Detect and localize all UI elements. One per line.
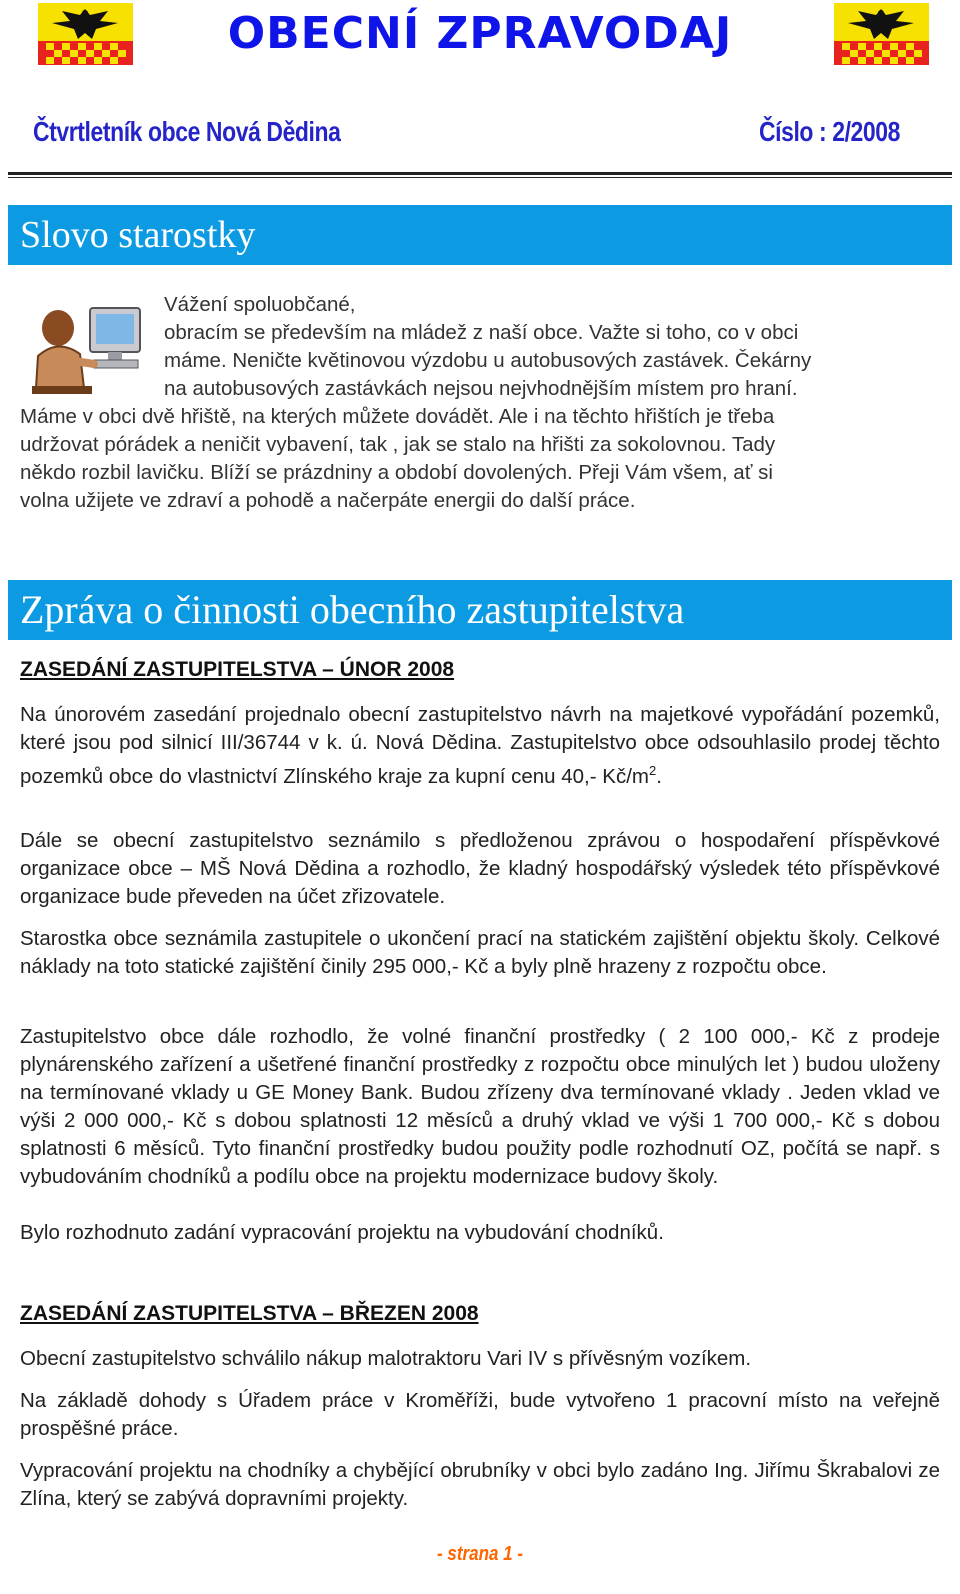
section-heading-council: Zpráva o činnosti obecního zastupitelstva (8, 580, 952, 640)
body-line: někdo rozbil lavičku. Blíží se prázdniny a období dovolených. Přeji Vám všem, ať si (20, 461, 773, 484)
page-number: - strana 1 - (437, 1543, 523, 1565)
body-line: Máme v obci dvě hřiště, na kterých můžete dovádět. Ale i na těchto hřištích je třeba (20, 405, 775, 428)
subheading-march: ZASEDÁNÍ ZASTUPITELSTVA – BŘEZEN 2008 (20, 1302, 479, 1325)
header-rule (8, 172, 952, 175)
superscript: 2 (648, 763, 657, 778)
paragraph-4: Zastupitelstvo obce dále rozhodlo, že volné finanční prostředky ( 2 100 000,- Kč z prodeje plynárenského zařízení a ušetřené finanční prostředky z rozpočtu obce minulých let ) budou uloženy na termínované vklady u GE Money Bank. Budou zřízeny dva termínované vklady . Jeden vklad ve výši 2 000 000,- Kč s dobou splatnosti 12 měsíců a druhý vklad ve výši 1 700 000,- Kč s dobou splatnosti 6 měsíců. Tyto finanční prostředky budou použity podle rozhodnutí OZ, počítá se např. s vybudováním chodníků a podílu obce na projektu modernizace budovy školy. (20, 1025, 940, 1188)
paragraph-4b: Bylo rozhodnuto zadání vypracování projektu na vybudování chodníků. (20, 1221, 664, 1244)
newsletter-subtitle: Čtvrtletník obce Nová Dědina (33, 116, 341, 147)
paragraph-2: Dále se obecní zastupitelstvo seznámilo s předloženou zprávou o hospodaření příspěvkové organizace obce – MŠ Nová Dědina a rozhodlo, že kladný hospodářský výsledek této příspěvkové organizace bude převeden na účet zřizovatele. (20, 829, 940, 908)
intro-line: na autobusových zastávkách nejsou nejvhodnějším místem pro hraní. (164, 377, 798, 400)
paragraph-6: Na základě dohody s Úřadem práce v Kroměříži, bude vytvořeno 1 pracovní místo na veřejně prospěšné práce. (20, 1389, 940, 1440)
paragraph-1-end: . (656, 764, 662, 788)
paragraph-1-text: Na únorovém zasedání projednalo obecní zastupitelstvo návrh na majetkové vypořádání pozemků, které jsou pod silnicí III/36744 v k. ú. Nová Dědina. Zastupitelstvo obce odsouhlasilo prodej těchto pozemků obce do vlastnictví Zlínského kraje za kupní cenu 40,- Kč/m (20, 703, 940, 788)
issue-number: Číslo : 2/2008 (758, 116, 900, 147)
newsletter-title: OBECNÍ ZPRAVODAJ (227, 8, 733, 59)
computer-user-icon (28, 298, 148, 398)
paragraph-3: Starostka obce seznámila zastupitele o ukončení prací na statickém zajištění objektu školy. Celkové náklady na toto statické zajištění činily 295 000,- Kč a byly plně hrazeny z rozpočtu obce. (20, 927, 940, 978)
intro-line: máme. Neničte květinovou výzdobu u autobusových zastávek. Čekárny (164, 349, 812, 372)
section-heading-mayor: Slovo starostky (8, 205, 952, 265)
subheading-february: ZASEDÁNÍ ZASTUPITELSTVA – ÚNOR 2008 (20, 658, 455, 681)
crest-right-icon (834, 3, 929, 65)
body-line: udržovat pórádek a neničit vybavení, tak , jak se stalo na hřišti za sokolovnou. Tady (20, 433, 776, 456)
header-rule-thin (8, 177, 952, 178)
intro-line: Vážení spoluobčané, (164, 293, 356, 316)
paragraph-5: Obecní zastupitelstvo schválilo nákup malotraktoru Vari IV s přívěsným vozíkem. (20, 1347, 752, 1370)
intro-line: obracím se především na mládež z naší obce. Važte si toho, co v obci (164, 321, 799, 344)
paragraph-1 (20, 701, 940, 791)
paragraph-7: Vypracování projektu na chodníky a chybějící obrubníky v obci bylo zadáno Ing. Jiřímu Škrabalovi ze Zlína, který se zabývá dopravními projekty. (20, 1459, 940, 1510)
body-line: volna užijete ve zdraví a pohodě a načerpáte energii do další práce. (20, 489, 636, 512)
